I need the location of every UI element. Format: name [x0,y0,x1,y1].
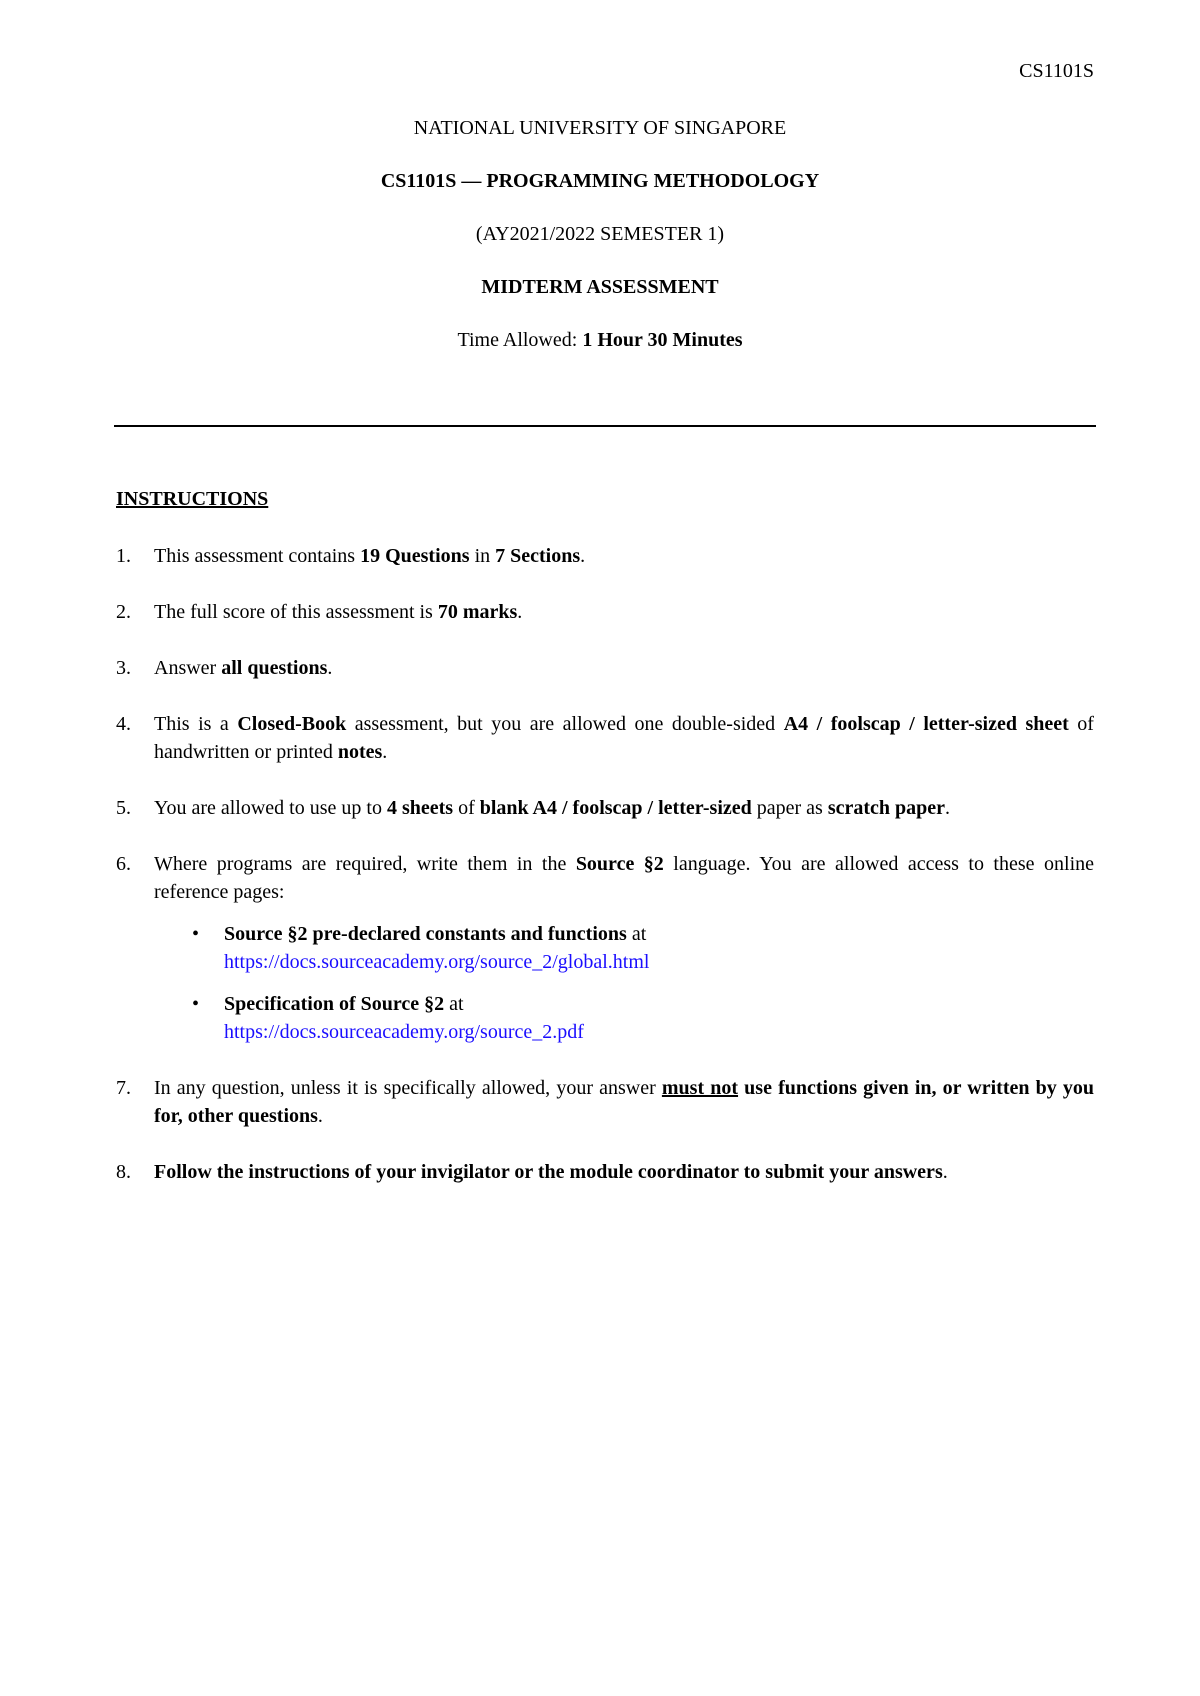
reference-link[interactable]: https://docs.sourceacademy.org/source_2.pdf [224,1021,584,1043]
bullet-icon: • [192,923,200,945]
item-number: 3. [116,657,131,679]
text: . [327,657,333,679]
bold-text: all questions [221,657,328,679]
bold-text: notes [337,741,383,763]
section-count: 7 Sections [495,545,581,567]
reference-title: Specification of Source §2 [224,993,445,1015]
time-allowed-value: 1 Hour 30 Minutes [582,329,743,351]
text: Answer [154,657,222,679]
text: paper as [751,797,828,819]
reference-link[interactable]: https://docs.sourceacademy.org/source_2/global.html [224,951,650,973]
title-block [0,116,1200,381]
semester-label: (AY2021/2022 SEMESTER 1) [475,223,725,245]
question-count: 19 Questions [360,545,470,567]
bold-text: A4 / foolscap / letter-sized sheet [783,713,1069,735]
bold-text: Follow the instructions of your invigilator or the module coordinator to submit your answers [154,1161,943,1183]
text: at [626,923,647,945]
item-number: 5. [116,797,131,819]
text: in [469,545,496,567]
instruction-item-3 [116,654,1094,682]
item-number: 2. [116,601,131,623]
text: You are allowed to use up to [154,797,387,819]
bold-text: use functions given in, or written by you for, other questions [154,1077,1094,1127]
full-score: 70 marks [437,601,518,623]
text: . [317,1105,323,1127]
item-number: 7. [116,1077,131,1099]
item-number: 8. [116,1161,131,1183]
bold-text: scratch paper [827,797,946,819]
bold-text: 4 sheets [386,797,454,819]
text: language. You are allowed access to these online reference pages: [154,853,1094,903]
item-number: 4. [116,713,131,735]
bold-text: Closed-Book [237,713,347,735]
text: . [945,797,951,819]
instruction-item-8 [116,1158,1094,1186]
text: Where programs are required, write them in the [154,853,576,875]
text: This is a [154,713,238,735]
course-title: CS1101S — PROGRAMMING METHODOLOGY [380,170,820,192]
text: This assessment contains [154,545,361,567]
instruction-item-1 [116,542,1094,570]
underlined-bold-text: must not [661,1077,739,1099]
instruction-item-7 [116,1074,1094,1130]
instruction-item-6 [116,850,1094,1046]
horizontal-rule [114,425,1096,427]
item-number: 1. [116,545,131,567]
text: at [444,993,464,1015]
assessment-title: MIDTERM ASSESSMENT [481,276,719,298]
instructions-list [116,542,1094,1214]
text: of handwritten or printed [154,713,1094,763]
item-number: 6. [116,853,131,875]
bold-text: Source §2 [575,853,664,875]
reference-item-1 [154,920,1094,976]
time-allowed [0,328,1200,352]
text: of [453,797,480,819]
reference-title: Source §2 pre-declared constants and functions [224,923,627,945]
time-allowed-label: Time Allowed: [457,329,583,351]
university-name: NATIONAL UNIVERSITY OF SINGAPORE [413,117,787,139]
course-code-header: CS1101S [1019,60,1094,82]
bullet-icon: • [192,993,200,1015]
text: assessment, but you are allowed one double-sided [346,713,784,735]
text: . [580,545,586,567]
instruction-item-2 [116,598,1094,626]
reference-item-2 [154,990,1094,1046]
text: In any question, unless it is specifically allowed, your answer [154,1077,662,1099]
text: . [517,601,523,623]
bold-text: blank A4 / foolscap / letter-sized [479,797,752,819]
instructions-heading: INSTRUCTIONS [116,488,269,510]
text: . [942,1161,948,1183]
text: . [382,741,388,763]
instruction-item-4 [116,710,1094,766]
text: The full score of this assessment is [154,601,438,623]
instruction-item-5 [116,794,1094,822]
